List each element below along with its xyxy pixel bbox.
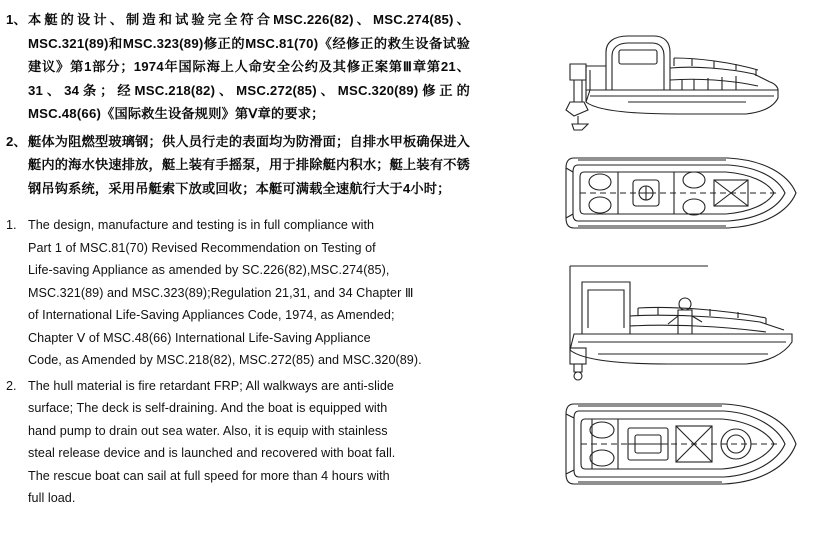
- text-line: MSC.321(89) and MSC.323(89);Regulation 21,31, and 34 Chapter Ⅲ: [28, 285, 414, 300]
- list-text: 艇体为阻燃型玻璃钢；供人员行走的表面均为防滑面；自排水甲板确保进入艇内的海水快速排放，艇上装有手摇泵，用于排除艇内积水；艇上装有不锈钢吊钩系统，采用吊艇索下放或回收；本艇可满载全速航行大于4小时；: [28, 133, 470, 196]
- list-text: [28, 375, 470, 510]
- text-line: Code, as Amended by MSC.218(82), MSC.272(85) and MSC.320(89).: [28, 353, 422, 367]
- text-line: hand pump to drain out sea water. Also, it is equip with stainless: [28, 423, 388, 438]
- text-line: steal release device and is launched and recovered with boat fall.: [28, 446, 396, 460]
- text-line: Life-saving Appliance as amended by SC.226(82),MSC.274(85),: [28, 263, 390, 277]
- text-line: The design, manufacture and testing is in full compliance with: [28, 218, 375, 232]
- rescue-boat-side-view-drawing: [478, 6, 830, 134]
- list-marker: 2、: [6, 133, 27, 149]
- text-line: Part 1 of MSC.81(70) Revised Recommendation on Testing of: [28, 240, 376, 255]
- rescue-boat-plan-view-drawing: [478, 390, 830, 510]
- rescue-boat-profile-view-drawing: [478, 258, 830, 388]
- text-line: of International Life-Saving Appliances Code, 1974, as Amended;: [28, 308, 395, 322]
- list-marker: 1.: [6, 218, 17, 232]
- list-item: [6, 130, 470, 201]
- list-item: [6, 375, 470, 510]
- list-item: [6, 214, 470, 372]
- text-line: full load.: [28, 491, 76, 505]
- text-line: The hull material is fire retardant FRP; All walkways are anti-slide: [28, 378, 394, 393]
- figure-column: [478, 0, 830, 533]
- list-item: [6, 8, 470, 126]
- list-marker: 2.: [6, 378, 17, 393]
- list-text: [28, 214, 470, 372]
- text-line: Chapter Ⅴ of MSC.48(66) International Life-Saving Appliance: [28, 330, 371, 345]
- list-marker: 1、: [6, 12, 27, 27]
- text-line: The rescue boat can sail at full speed for more than 4 hours with: [28, 468, 390, 483]
- rescue-boat-top-view-drawing: [478, 138, 830, 248]
- english-list: [6, 214, 470, 510]
- list-text: 本艇的设计、制造和试验完全符合MSC.226(82)、MSC.274(85)、MSC.321(89)和MSC.323(89)修正的MSC.81(70)《经修正的救生设备试验建议》第1部分；1974年国际海上人命安全公约及其修正案第Ⅲ章第21、31、34条；经MSC.218(82)、MSC.272(85)、MSC.320(89)修正的MSC.48(66)《国际救生设备规则》第Ⅴ章的要求；: [28, 12, 470, 121]
- text-line: surface; The deck is self-draining. And the boat is equipped with: [28, 401, 388, 415]
